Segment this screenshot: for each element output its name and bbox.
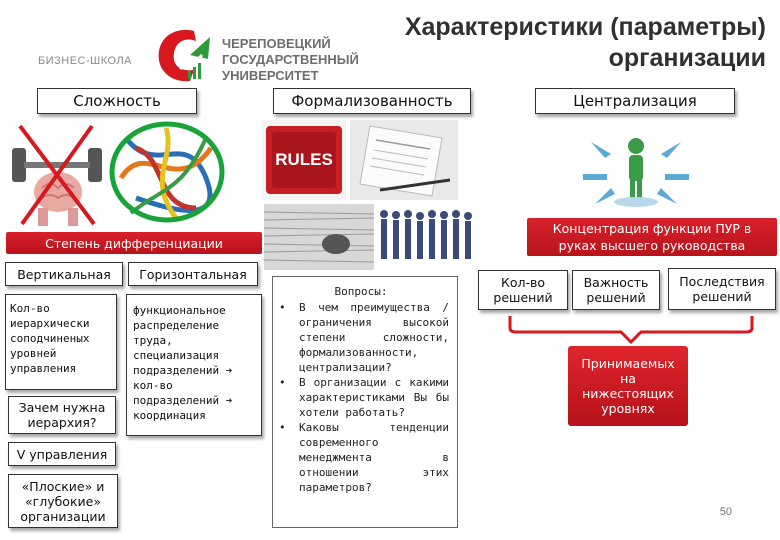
- slide-title: [405, 12, 766, 74]
- box-decision-importance: Важность решений: [572, 270, 660, 310]
- horizontal-line: кол-во: [133, 379, 173, 392]
- vertical-description: [5, 294, 117, 390]
- vertical-line: иерархически: [10, 317, 90, 330]
- questions-list: [273, 300, 449, 495]
- questions-box: [272, 276, 458, 528]
- title-line-2: организации: [608, 44, 766, 72]
- header-formalization: Формализованность: [273, 88, 471, 114]
- paper-pile-image: [264, 204, 374, 270]
- horizontal-line: подразделений ➔: [133, 394, 233, 407]
- question-item: • В организации с какими характеристиками Вы бы хотели работать?: [279, 376, 449, 419]
- university-name: [222, 36, 359, 84]
- university-name-line: УНИВЕРСИТЕТ: [222, 68, 319, 83]
- title-line-1: Характеристики (параметры): [404, 13, 766, 41]
- university-logo-icon: [150, 25, 212, 87]
- header-complexity: Сложность: [37, 88, 197, 114]
- banner-differentiation: Степень дифференциации: [6, 232, 262, 254]
- box-vertical: Вертикальная: [5, 262, 123, 286]
- vertical-line: уровней: [10, 347, 57, 360]
- horizontal-line: распределение: [133, 319, 220, 332]
- tangled-ropes-image: [106, 118, 228, 226]
- horizontal-line: функциональное: [133, 304, 226, 317]
- question-text: В чем преимущества / ограничения высокой степени сложности, формализованности, централизации?: [299, 301, 449, 374]
- question-item: • Каковы тенденции современного менеджмента в отношении этих параметров?: [279, 421, 449, 494]
- people-queue-image: [376, 204, 476, 270]
- bracket-connector: [506, 314, 756, 346]
- page-number: 50: [719, 506, 732, 518]
- flat-deep-box: «Плоские» и «глубокие» организации: [8, 474, 118, 528]
- why-hierarchy-box: Зачем нужна иерархия?: [8, 396, 116, 434]
- question-text: В организации с какими характеристиками Вы бы хотели работать?: [299, 376, 449, 419]
- central-person-arrows-icon: [577, 124, 695, 212]
- document-pen-image: [350, 120, 458, 200]
- questions-heading: Вопросы:: [334, 285, 388, 298]
- question-item: • В чем преимущества / ограничения высокой степени сложности, формализованности, централизации?: [279, 301, 449, 374]
- university-name-line: ГОСУДАРСТВЕННЫЙ: [222, 52, 359, 67]
- rules-sign-text: RULES: [275, 150, 333, 169]
- vertical-line: управления: [10, 362, 77, 375]
- rules-book-image: [262, 120, 346, 200]
- header-centralization: Централизация: [535, 88, 735, 114]
- horizontal-line: подразделений ➔: [133, 364, 233, 377]
- horizontal-line: труда,: [133, 334, 173, 347]
- box-decision-consequences: Последствия решений: [668, 268, 776, 310]
- horizontal-line: координация: [133, 409, 206, 422]
- horizontal-line: специализация: [133, 349, 220, 362]
- business-school-label: БИЗНЕС-ШКОЛА: [38, 55, 133, 67]
- vertical-line: соподчиненых: [10, 332, 90, 345]
- cross-mark-icon: [12, 120, 102, 230]
- box-lower-levels: Принимаемых на нижестоящих уровнях: [568, 346, 688, 426]
- vertical-line: Кол-во: [10, 302, 50, 315]
- span-of-control-box: V управления: [8, 442, 116, 466]
- banner-concentration: Концентрация функции ПУР в руках высшего руководства: [527, 218, 777, 256]
- box-horizontal: Горизонтальная: [128, 262, 258, 286]
- horizontal-description: [126, 294, 262, 436]
- question-text: Каковы тенденции современного менеджмента в отношении этих параметров?: [299, 421, 449, 494]
- university-name-line: ЧЕРЕПОВЕЦКИЙ: [222, 36, 331, 51]
- box-decision-count: Кол-во решений: [478, 270, 568, 310]
